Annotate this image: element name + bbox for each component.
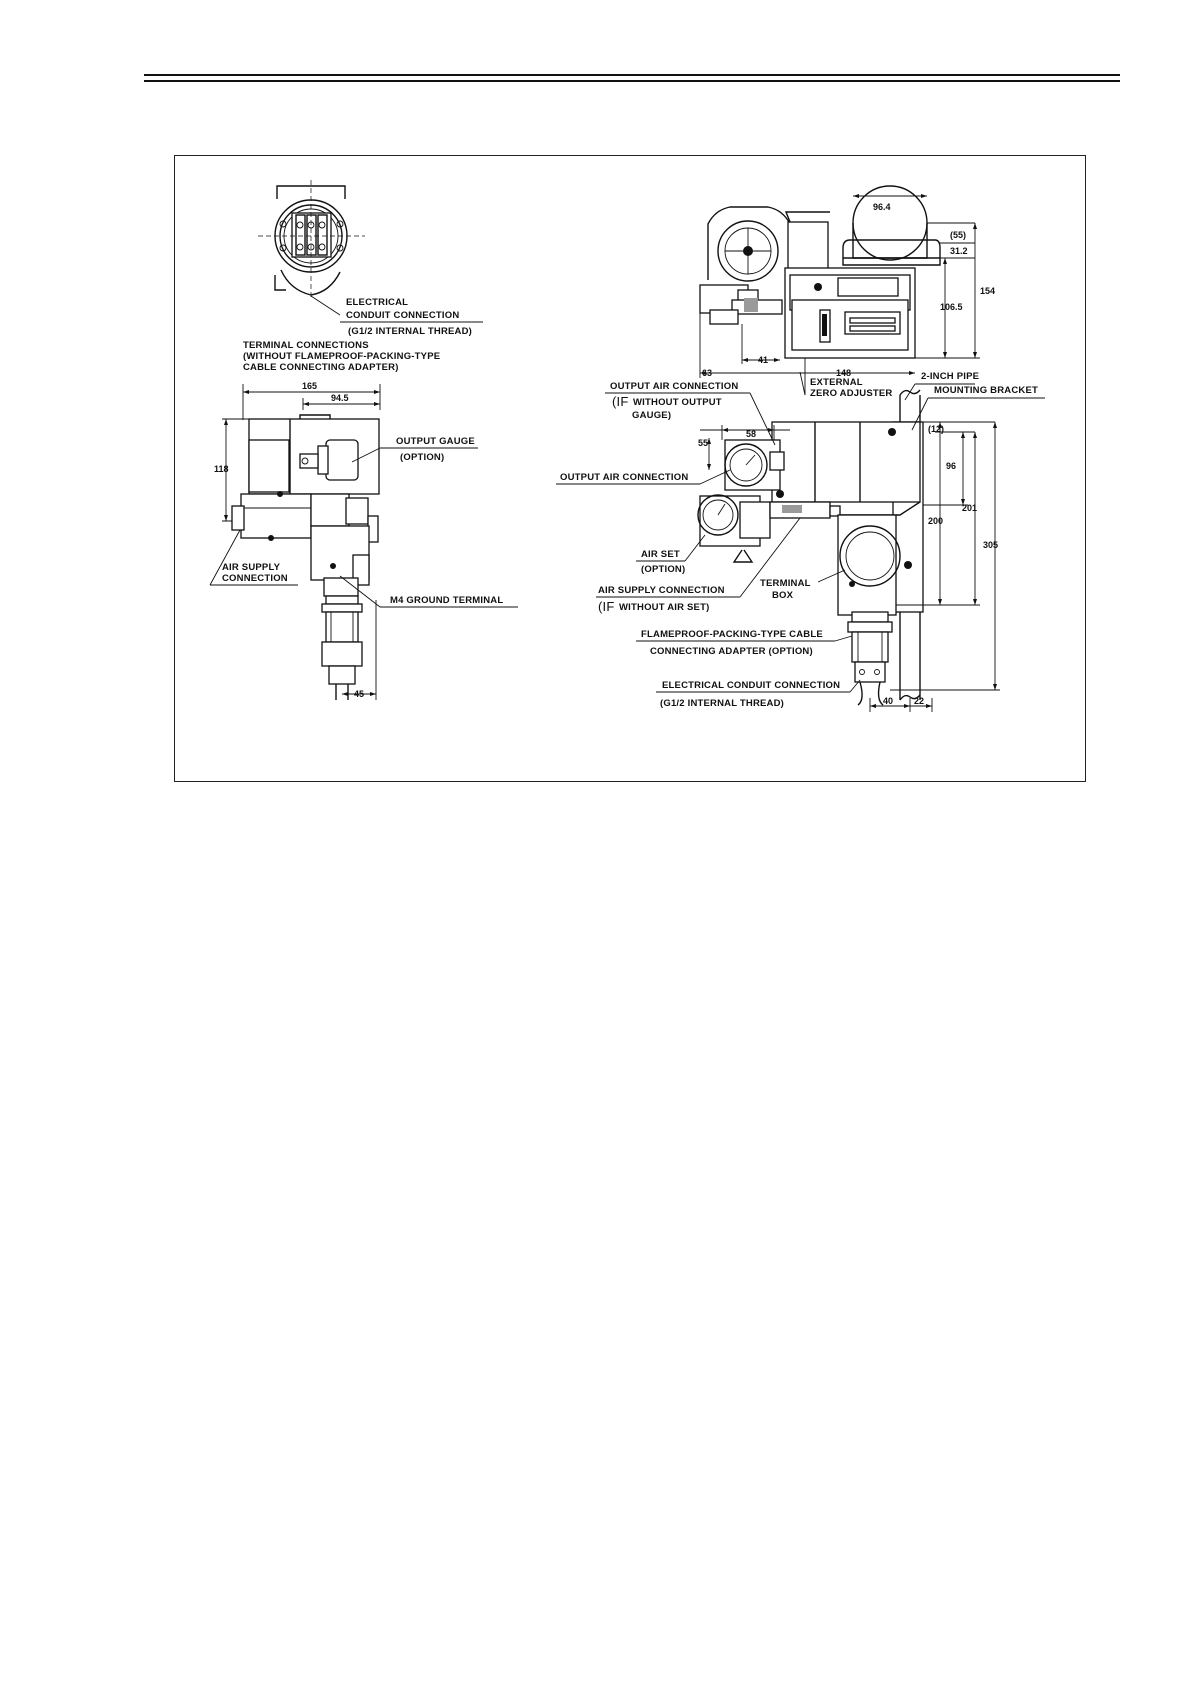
output-air-lower-label: OUTPUT AIR CONNECTION	[560, 472, 689, 483]
output-air-upper-label: OUTPUT AIR CONNECTION	[610, 381, 739, 392]
positioner-side-view	[222, 384, 380, 700]
conduit-right-label: ELECTRICAL CONDUIT CONNECTION	[662, 680, 841, 691]
dim-40: 40	[883, 696, 894, 706]
without-output-label: WITHOUT OUTPUT	[633, 397, 722, 408]
if-prefix-output: (IF	[612, 394, 629, 409]
dim-22: 22	[914, 696, 925, 706]
pipe-label: 2-INCH PIPE	[921, 371, 980, 382]
flameproof-line1: FLAMEPROOF-PACKING-TYPE CABLE	[641, 629, 823, 640]
dim-106-5: 106.5	[940, 302, 963, 312]
dim-55-paren: (55)	[950, 230, 967, 240]
positioner-top-view	[700, 186, 980, 395]
left-top-callouts	[243, 297, 483, 373]
air-set-option: (OPTION)	[641, 564, 686, 575]
dim-45: 45	[354, 689, 365, 699]
conduit-label-line2: CONDUIT CONNECTION	[346, 310, 460, 321]
if-prefix-air: (IF	[598, 599, 615, 614]
terminal-box-line1: TERMINAL	[760, 578, 811, 589]
conduit-label-line1: ELECTRICAL	[346, 297, 409, 308]
conduit-thread-label: (G1/2 INTERNAL THREAD)	[348, 326, 473, 337]
dim-165: 165	[302, 381, 318, 391]
dim-12-paren: (12)	[928, 424, 945, 434]
without-air-set-label: WITHOUT AIR SET)	[619, 602, 710, 613]
dim-58: 58	[746, 429, 757, 439]
output-gauge-option: (OPTION)	[400, 452, 445, 463]
dim-94-5: 94.5	[331, 393, 349, 403]
terminal-box-front-view	[258, 180, 365, 315]
output-gauge-label: OUTPUT GAUGE	[396, 436, 475, 447]
external-adjuster-line1: EXTERNAL	[810, 377, 863, 388]
air-supply-label-line2: CONNECTION	[222, 573, 288, 584]
gauge-close-label: GAUGE)	[632, 410, 672, 421]
dim-55: 55	[698, 438, 709, 448]
mounting-bracket-label: MOUNTING BRACKET	[934, 385, 1038, 396]
dim-96: 96	[946, 461, 957, 471]
positioner-front-view	[698, 390, 1000, 712]
dim-118: 118	[214, 464, 229, 474]
terminal-connections-line2: (WITHOUT FLAMEPROOF-PACKING-TYPE	[243, 351, 441, 362]
dim-305: 305	[983, 540, 999, 550]
air-set-label: AIR SET	[641, 549, 680, 560]
dim-31-2: 31.2	[950, 246, 968, 256]
terminal-box-line2: BOX	[772, 590, 794, 601]
dim-154: 154	[980, 286, 996, 296]
terminal-connections-line1: TERMINAL CONNECTIONS	[243, 340, 369, 351]
flameproof-line2: CONNECTING ADAPTER (OPTION)	[650, 646, 813, 657]
terminal-connections-line3: CABLE CONNECTING ADAPTER)	[243, 362, 399, 373]
dim-201: 201	[962, 503, 978, 513]
dim-148: 148	[836, 368, 852, 378]
dim-63: 63	[702, 368, 713, 378]
air-supply-label-line1: AIR SUPPLY	[222, 562, 281, 573]
dim-41: 41	[758, 355, 769, 365]
dim-96-4: 96.4	[873, 202, 891, 212]
conduit-right-thread: (G1/2 INTERNAL THREAD)	[660, 698, 785, 709]
dim-200: 200	[928, 516, 944, 526]
external-adjuster-line2: ZERO ADJUSTER	[810, 388, 893, 399]
air-supply-right-label: AIR SUPPLY CONNECTION	[598, 585, 725, 596]
ground-terminal-label: M4 GROUND TERMINAL	[390, 595, 504, 606]
